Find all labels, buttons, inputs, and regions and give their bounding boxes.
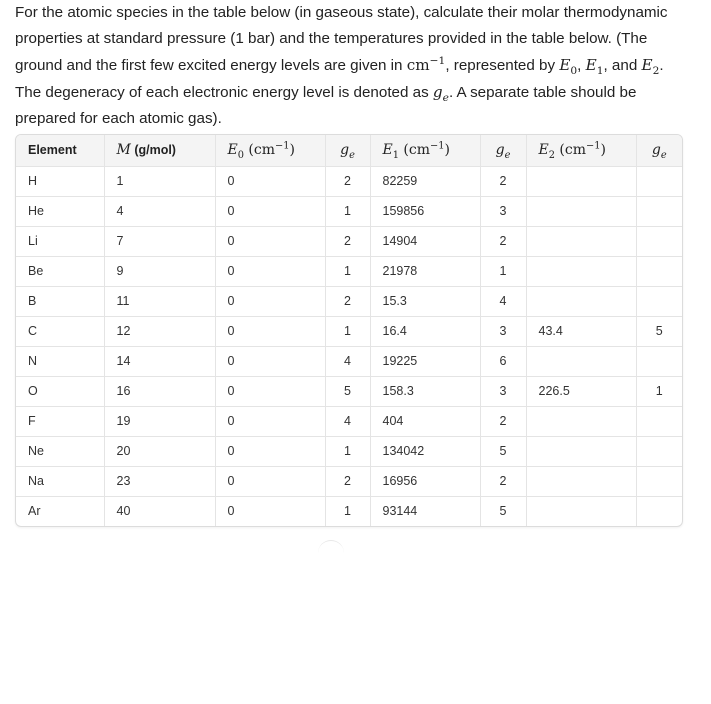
cell-g1: 3 — [480, 376, 526, 406]
cell-E0: 0 — [215, 466, 325, 496]
cell-E1: 14904 — [370, 226, 480, 256]
cell-M: 12 — [104, 316, 215, 346]
cell-element: B — [16, 286, 104, 316]
intro-text-1: For the atomic species in the table below (in gaseous state), calculate their molar thermodynamic properties at standard pressure (1 bar) and the temperatures provided in the table below. (The ground and the first few excited energy levels are given in — [15, 4, 668, 74]
cell-g1: 6 — [480, 346, 526, 376]
table-row — [16, 256, 682, 286]
cell-g2 — [636, 496, 682, 526]
cell-g2 — [636, 346, 682, 376]
cell-g2 — [636, 226, 682, 256]
cell-g2 — [636, 286, 682, 316]
symbol-ge: g — [432, 83, 443, 101]
cell-element: Ne — [16, 436, 104, 466]
cell-E0: 0 — [215, 496, 325, 526]
cell-g2 — [636, 196, 682, 226]
cell-g1: 3 — [480, 196, 526, 226]
cell-E1: 82259 — [370, 166, 480, 196]
table-row — [16, 436, 682, 466]
cell-E2 — [526, 196, 636, 226]
cell-g0: 5 — [325, 376, 370, 406]
table-header-row — [16, 135, 682, 166]
header-g0: $g_e$ — [325, 135, 370, 166]
intro-text-2: , represented by — [445, 57, 560, 74]
header-E0: $E_0$ $(cm^{-1})$ — [215, 135, 325, 166]
cell-E0: 0 — [215, 226, 325, 256]
header-E1: $E_1$ $(cm^{-1})$ — [370, 135, 480, 166]
cell-E2 — [526, 166, 636, 196]
unit-cm: cm — [406, 56, 430, 74]
cell-E1: 16956 — [370, 466, 480, 496]
cell-E0: 0 — [215, 256, 325, 286]
cell-g0: 4 — [325, 346, 370, 376]
cell-E0: 0 — [215, 436, 325, 466]
cell-g0: 2 — [325, 166, 370, 196]
cell-g0: 1 — [325, 496, 370, 526]
cell-E2 — [526, 466, 636, 496]
cell-M: 11 — [104, 286, 215, 316]
intro-comma: , — [577, 57, 586, 74]
cell-E2 — [526, 436, 636, 466]
cell-E2 — [526, 346, 636, 376]
symbol-E1: E — [585, 56, 597, 74]
cell-element: Na — [16, 466, 104, 496]
cell-element: He — [16, 196, 104, 226]
cell-E0: 0 — [215, 286, 325, 316]
header-element: Element — [16, 135, 104, 166]
table-row — [16, 496, 682, 526]
table-row — [16, 166, 682, 196]
table-row — [16, 466, 682, 496]
cell-g1: 2 — [480, 226, 526, 256]
cell-element: Be — [16, 256, 104, 286]
cell-M: 40 — [104, 496, 215, 526]
cell-element: F — [16, 406, 104, 436]
cell-g1: 2 — [480, 466, 526, 496]
cell-M: 1 — [104, 166, 215, 196]
cell-M: 16 — [104, 376, 215, 406]
data-table-container — [15, 134, 683, 527]
cell-E0: 0 — [215, 376, 325, 406]
cell-g2 — [636, 436, 682, 466]
table-row — [16, 406, 682, 436]
cell-E2 — [526, 226, 636, 256]
intro-and: , and — [603, 57, 642, 74]
symbol-E0: E — [559, 56, 571, 74]
cell-E2 — [526, 496, 636, 526]
atomic-data-table — [16, 135, 682, 526]
cell-g2 — [636, 166, 682, 196]
cell-M: 20 — [104, 436, 215, 466]
cell-E1: 134042 — [370, 436, 480, 466]
cell-E1: 158.3 — [370, 376, 480, 406]
cell-E1: 15.3 — [370, 286, 480, 316]
cell-g0: 2 — [325, 466, 370, 496]
problem-statement — [15, 0, 690, 132]
cell-E1: 16.4 — [370, 316, 480, 346]
cell-g2: 5 — [636, 316, 682, 346]
cell-M: 7 — [104, 226, 215, 256]
cell-E1: 159856 — [370, 196, 480, 226]
symbol-ge-sub: e — [442, 91, 449, 105]
cell-M: 19 — [104, 406, 215, 436]
header-E2: $E_2$ $(cm^{-1})$ — [526, 135, 636, 166]
symbol-E1-sub: 1 — [596, 64, 604, 78]
table-row — [16, 316, 682, 346]
symbol-E2-sub: 2 — [652, 64, 660, 78]
table-row — [16, 286, 682, 316]
cell-g0: 2 — [325, 226, 370, 256]
cell-g2: 1 — [636, 376, 682, 406]
cell-g1: 1 — [480, 256, 526, 286]
cell-element: Ar — [16, 496, 104, 526]
cell-E1: 404 — [370, 406, 480, 436]
cell-E1: 93144 — [370, 496, 480, 526]
cell-element: C — [16, 316, 104, 346]
cell-E2: 226.5 — [526, 376, 636, 406]
cell-g1: 2 — [480, 406, 526, 436]
cell-E1: 21978 — [370, 256, 480, 286]
intro-text-3: . The degeneracy of each electronic energy level is denoted as — [15, 57, 664, 101]
cell-E2 — [526, 256, 636, 286]
table-body — [16, 166, 682, 526]
intro-text-4: . A separate table should be prepared for each atomic gas). — [15, 84, 637, 127]
cell-E0: 0 — [215, 166, 325, 196]
table-row — [16, 226, 682, 256]
cell-g0: 4 — [325, 406, 370, 436]
cell-E0: 0 — [215, 316, 325, 346]
cell-element: N — [16, 346, 104, 376]
header-molar-mass: M (g/mol) — [104, 135, 215, 166]
cell-g0: 1 — [325, 316, 370, 346]
cell-g0: 1 — [325, 436, 370, 466]
cell-E2: 43.4 — [526, 316, 636, 346]
cell-g1: 5 — [480, 496, 526, 526]
cell-M: 23 — [104, 466, 215, 496]
cell-E0: 0 — [215, 346, 325, 376]
loading-indicator — [318, 540, 344, 555]
cell-E0: 0 — [215, 406, 325, 436]
cell-M: 4 — [104, 196, 215, 226]
table-row — [16, 376, 682, 406]
cell-g1: 5 — [480, 436, 526, 466]
symbol-E2: E — [641, 56, 653, 74]
header-g2: $g_e$ — [636, 135, 682, 166]
header-g1: $g_e$ — [480, 135, 526, 166]
unit-exponent: −1 — [429, 53, 446, 67]
cell-g1: 4 — [480, 286, 526, 316]
cell-E2 — [526, 286, 636, 316]
table-row — [16, 196, 682, 226]
cell-E0: 0 — [215, 196, 325, 226]
cell-g2 — [636, 256, 682, 286]
table-row — [16, 346, 682, 376]
cell-element: O — [16, 376, 104, 406]
cell-M: 14 — [104, 346, 215, 376]
cell-g1: 3 — [480, 316, 526, 346]
cell-g0: 2 — [325, 286, 370, 316]
cell-g0: 1 — [325, 256, 370, 286]
cell-element: Li — [16, 226, 104, 256]
cell-E2 — [526, 406, 636, 436]
cell-g2 — [636, 406, 682, 436]
cell-E1: 19225 — [370, 346, 480, 376]
cell-g0: 1 — [325, 196, 370, 226]
symbol-E0-sub: 0 — [570, 64, 578, 78]
cell-g2 — [636, 466, 682, 496]
cell-element: H — [16, 166, 104, 196]
cell-g1: 2 — [480, 166, 526, 196]
cell-M: 9 — [104, 256, 215, 286]
